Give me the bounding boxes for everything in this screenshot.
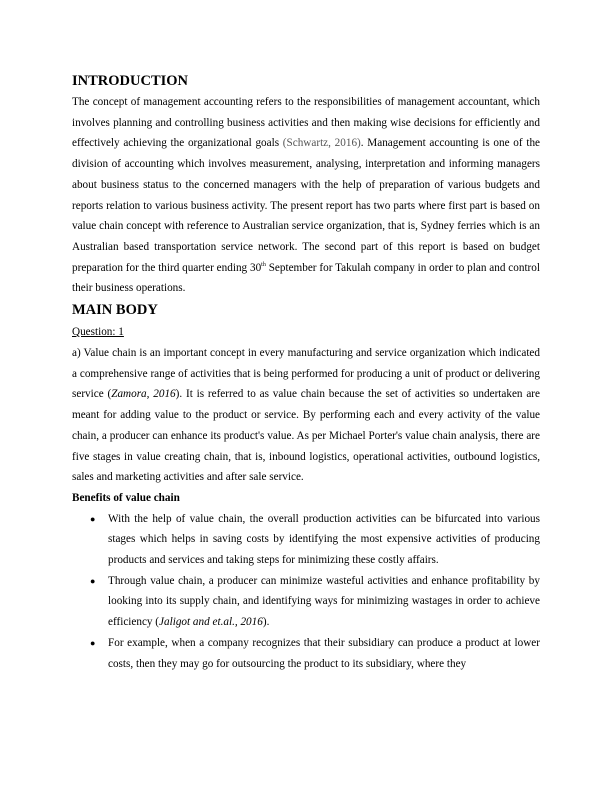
citation: Jaligot and et.al., 2016 [159, 616, 263, 629]
bullet-icon: ● [90, 575, 96, 586]
bullet-icon: ● [90, 637, 96, 648]
list-item: ● With the help of value chain, the overall production activities can be bifurcated into various stages which helps in saving costs by identifying the most expensive activities of producing products and services and taking steps for minimizing these costly affairs. [72, 509, 540, 571]
citation: (Schwartz, 2016) [282, 137, 361, 150]
benefits-list [72, 509, 540, 675]
list-item: ● For example, when a company recognizes that their subsidiary can produce a product at lower costs, then they may go for outsourcing the product to its subsidiary, where they [72, 633, 540, 674]
introduction-paragraph: The concept of management accounting refers to the responsibilities of management accountant, which involves planning and controlling business activities and then making wise decisions for efficiently and effectively achieving the organizational goals (Schwartz, 2016). Management accounting is one of the division of accounting which involves measurement, analysing, interpretation and informing managers about business status to the concerned managers with the help of preparation of various budgets and reports relation to various business activity. The present report has two parts where first part is based on value chain concept with reference to Australian service organization, that is, Sydney ferries which is an Australian based transportation service network. The second part of this report is based on budget preparation for the third quarter ending 30th September for Takulah company in order to plan and control their business operations. [72, 96, 540, 295]
introduction-heading: INTRODUCTION [72, 73, 189, 89]
main-body-heading: MAIN BODY [72, 302, 158, 319]
document-page [72, 72, 540, 674]
question-label: Question: 1 [72, 326, 124, 339]
value-chain-paragraph: a) Value chain is an important concept in every manufacturing and service organization which indicated a comprehensive range of activities that is being performed for producing a unit of product or delivering service (Zamora, 2016). It is referred to as value chain because the set of activities so undertaken are meant for adding value to the product or service. By performing each and every activity of the value chain, a producer can enhance its product's value. As per Michael Porter's value chain analysis, there are five stages in value creating chain, that is, inbound logistics, operational activities, outbound logistics, sales and marketing activities and after sale service. [72, 347, 540, 484]
bullet-icon: ● [90, 513, 96, 524]
benefits-heading: Benefits of value chain [72, 491, 180, 504]
list-item: ● Through value chain, a producer can minimize wasteful activities and enhance profitability by looking into its supply chain, and identifying ways for minimizing wastages in order to achieve efficiency (Jaligot and et.al., 2016). [72, 571, 540, 633]
citation: Zamora, 2016 [111, 388, 176, 401]
